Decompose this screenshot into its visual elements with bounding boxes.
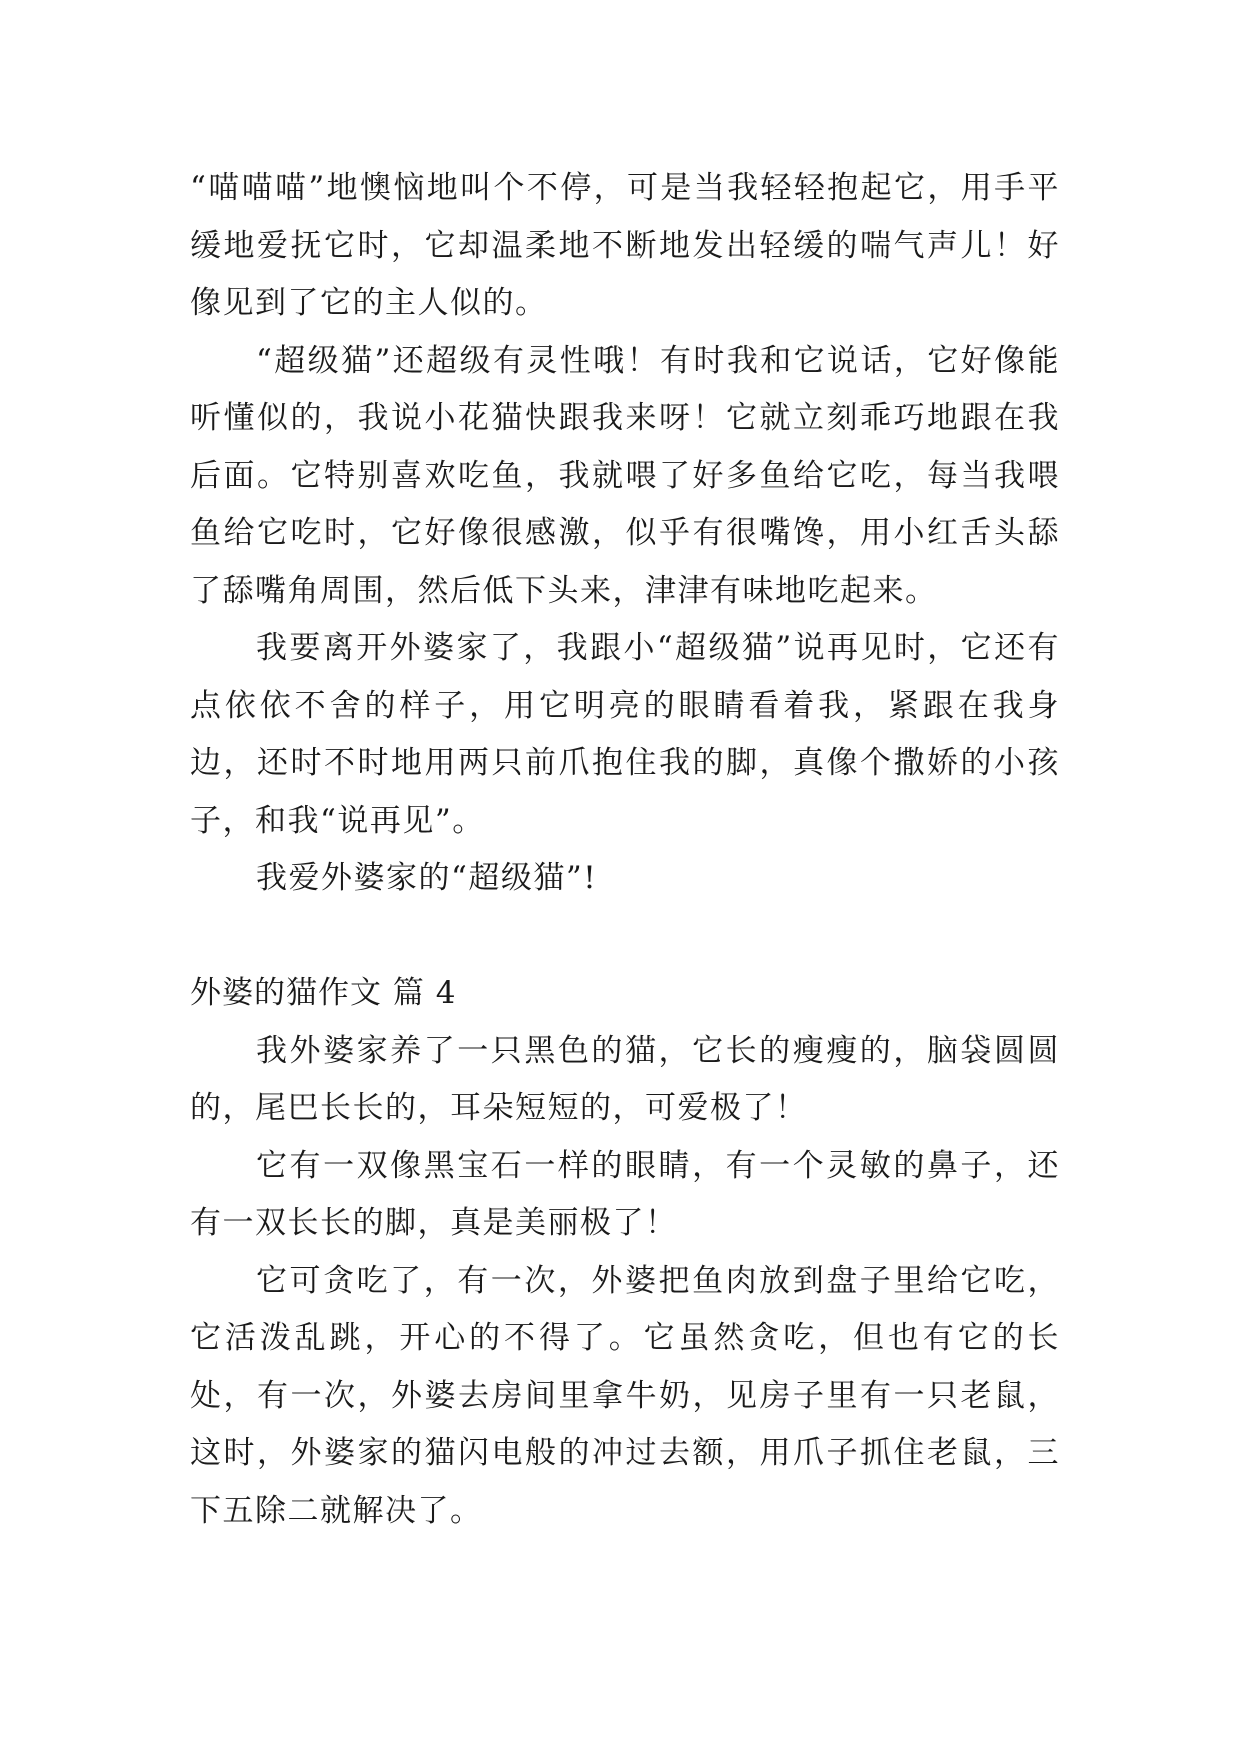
section-spacer	[190, 908, 1060, 966]
paragraph-black-cat-mouse: 它可贪吃了，有一次，外婆把鱼肉放到盘子里给它吃，它活泼乱跳，开心的不得了。它虽然贪吃，但也有它的长处，有一次，外婆去房间里拿牛奶，见房子里有一只老鼠，这时，外婆家的猫闪电般的冲过去额，用爪子抓住老鼠，三下五除二就解决了。	[190, 1262, 1060, 1529]
section-heading: 外婆的猫作文 篇 4	[190, 975, 457, 1011]
paragraph-continuation: “喵喵喵”地懊恼地叫个不停，可是当我轻轻抱起它，用手平缓地爱抚它时，它却温柔地不断地发出轻缓的喘气声儿！好像见到了它的主人似的。	[190, 170, 1060, 321]
document-body	[190, 160, 1060, 1540]
paragraph-black-cat-intro: 我外婆家养了一只黑色的猫，它长的瘦瘦的，脑袋圆圆的，尾巴长长的，耳朵短短的，可爱极了！	[190, 1032, 1060, 1126]
paragraph-super-cat-smart: “超级猫”还超级有灵性哦！有时我和它说话，它好像能听懂似的，我说小花猫快跟我来呀！它就立刻乖巧地跟在我后面。它特别喜欢吃鱼，我就喂了好多鱼给它吃，每当我喂鱼给它吃时，它好像很感激，似乎有很嘴馋，用小红舌头舔了舔嘴角周围，然后低下头来，津津有味地吃起来。	[190, 342, 1060, 609]
paragraph-black-cat-eyes: 它有一双像黑宝石一样的眼睛，有一个灵敏的鼻子，还有一双长长的脚，真是美丽极了！	[190, 1147, 1060, 1241]
paragraph-leaving-grandma: 我要离开外婆家了，我跟小“超级猫”说再见时，它还有点依依不舍的样子，用它明亮的眼睛看着我，紧跟在我身边，还时不时地用两只前爪抱住我的脚，真像个撒娇的小孩子，和我“说再见”。	[190, 630, 1060, 839]
paragraph-i-love-cat: 我爱外婆家的“超级猫”!	[256, 860, 598, 896]
